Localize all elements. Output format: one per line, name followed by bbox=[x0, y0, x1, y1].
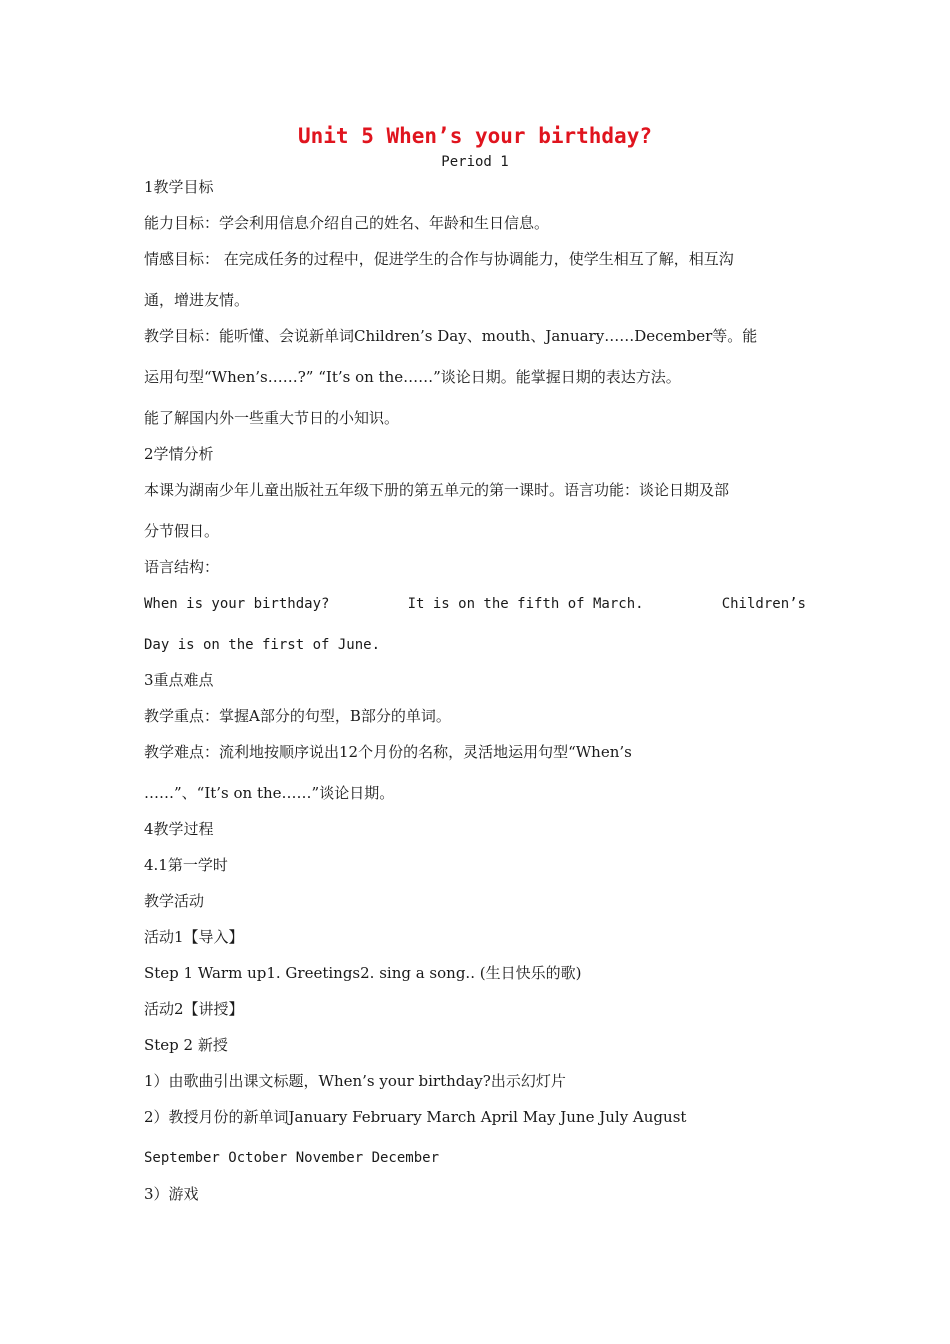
paragraph-line: September October November December bbox=[144, 1150, 440, 1166]
paragraph-line: 分节假日。 bbox=[144, 522, 220, 540]
paragraph-line: 通，增进友情。 bbox=[144, 291, 250, 309]
subsection-heading: 4.1第一学时 bbox=[144, 856, 228, 874]
paragraph-line: Step 2 新授 bbox=[144, 1036, 228, 1054]
paragraph-line: 语言结构： bbox=[144, 558, 220, 576]
paragraph-line: 2）教授月份的新单词January February March April May June July August bbox=[144, 1108, 687, 1126]
paragraph-line: 1）由歌曲引出课文标题，When’s your birthday?出示幻灯片 bbox=[144, 1072, 566, 1090]
paragraph-line: 教学重点：掌握A部分的句型，B部分的单词。 bbox=[144, 707, 451, 725]
activity-heading: 活动2【讲授】 bbox=[144, 1000, 244, 1018]
document-title: Unit 5 When’s your birthday? bbox=[297, 124, 652, 148]
section-heading-keypoints: 3重点难点 bbox=[144, 671, 214, 689]
structure-sentence: It is on the fifth of March. bbox=[407, 596, 644, 612]
paragraph-line: 运用句型“When’s……?” “It’s on the……”谈论日期。能掌握日期的表达方法。 bbox=[144, 368, 681, 386]
activity-heading: 活动1【导入】 bbox=[144, 928, 244, 946]
paragraph-line: 能了解国内外一些重大节日的小知识。 bbox=[144, 409, 400, 427]
paragraph-line: ……”、“It’s on the……”谈论日期。 bbox=[144, 784, 395, 802]
paragraph-line: 教学活动 bbox=[144, 892, 205, 910]
paragraph-line: Day is on the first of June. bbox=[144, 637, 381, 653]
paragraph-line: 教学目标：能听懂、会说新单词Children’s Day、mouth、January……December等。能 bbox=[144, 327, 758, 345]
document-subtitle: Period 1 bbox=[441, 154, 509, 170]
paragraph-line: 本课为湖南少年儿童出版社五年级下册的第五单元的第一课时。语言功能：谈论日期及部 bbox=[144, 481, 730, 499]
paragraph-line: 能力目标：学会利用信息介绍自己的姓名、年龄和生日信息。 bbox=[144, 214, 550, 232]
paragraph-line: 情感目标： 在完成任务的过程中，促进学生的合作与协调能力，使学生相互了解，相互沟 bbox=[144, 250, 734, 268]
section-heading-analysis: 2学情分析 bbox=[144, 445, 214, 463]
structure-sentence: When is your birthday? bbox=[144, 596, 330, 612]
paragraph-line: Step 1 Warm up1. Greetings2. sing a song.. (生日快乐的歌) bbox=[144, 964, 582, 982]
section-heading-process: 4教学过程 bbox=[144, 820, 214, 838]
section-heading-objectives: 1教学目标 bbox=[144, 178, 214, 196]
paragraph-line: 3）游戏 bbox=[144, 1185, 199, 1203]
structure-sentence: Children’s bbox=[721, 596, 806, 612]
language-structure-line bbox=[144, 594, 806, 614]
paragraph-line: 教学难点：流利地按顺序说出12个月份的名称，灵活地运用句型“When’s bbox=[144, 743, 632, 761]
